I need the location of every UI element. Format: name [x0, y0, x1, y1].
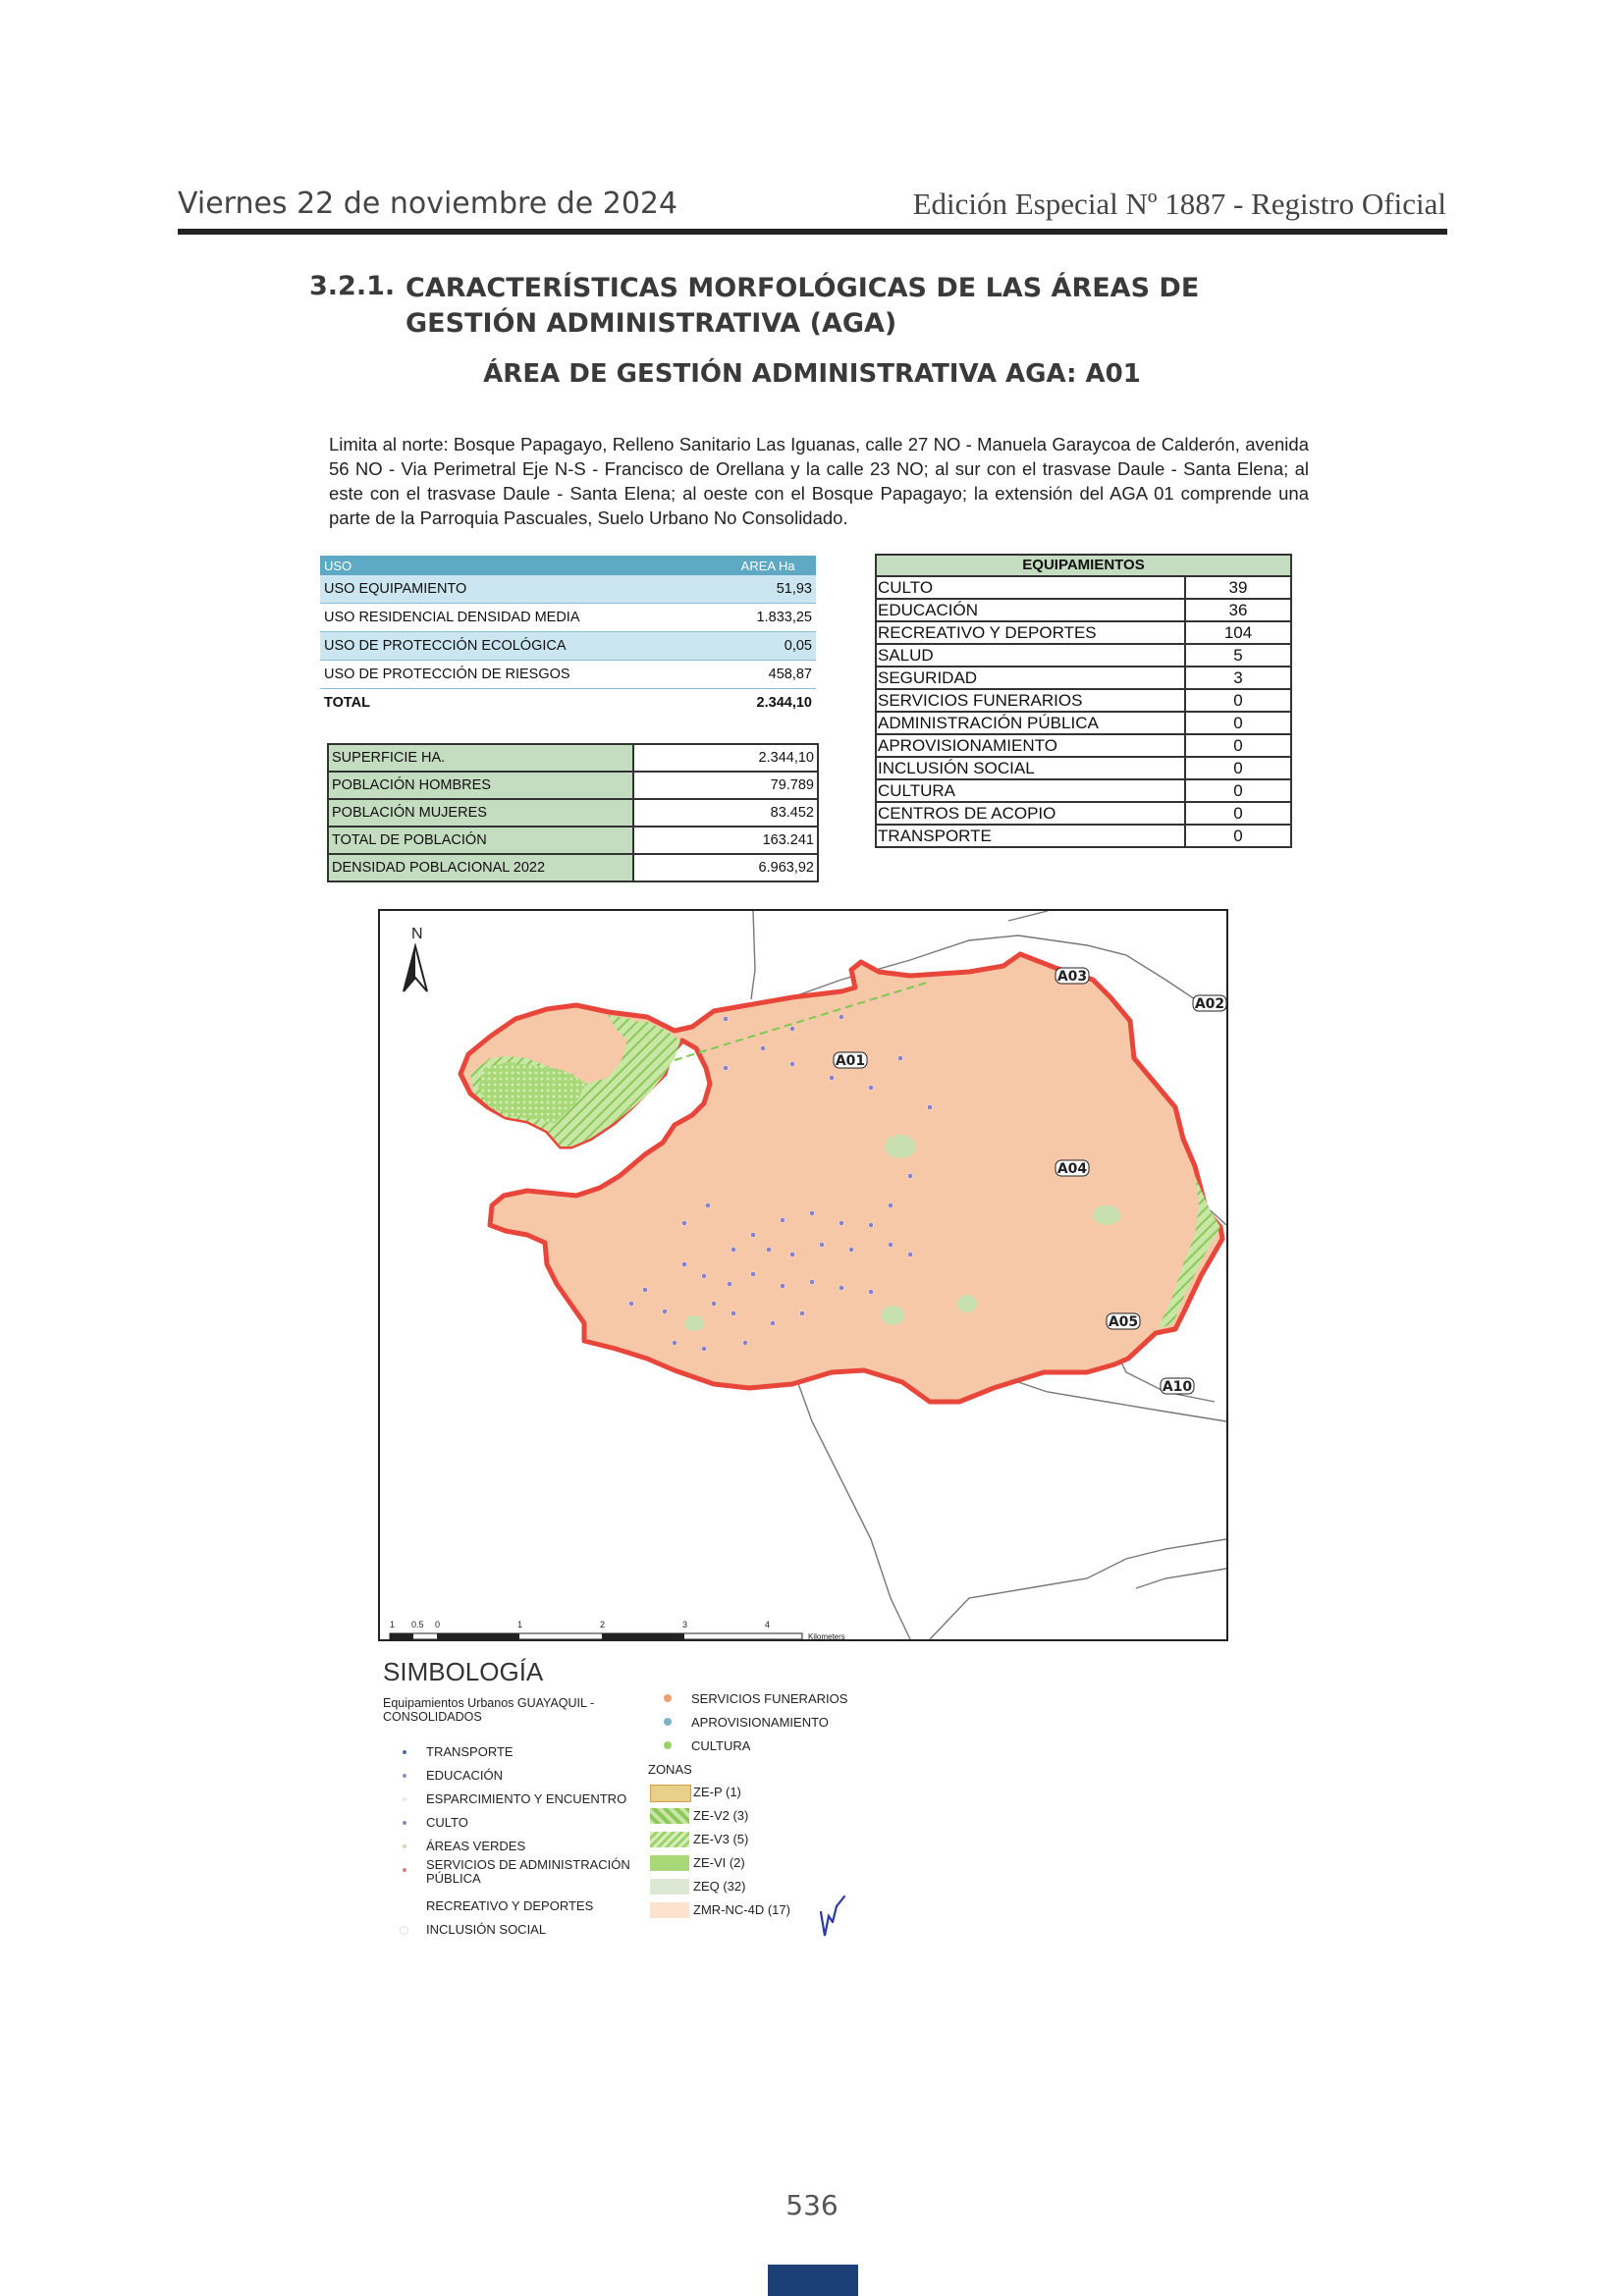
table-row	[328, 772, 818, 799]
eq-value: 0	[1185, 779, 1291, 802]
zone-label-a04: A04	[1056, 1161, 1088, 1177]
pop-value: 2.344,10	[633, 744, 818, 772]
eq-label: CENTROS DE ACOPIO	[876, 802, 1185, 825]
educacion-icon	[403, 1774, 406, 1778]
zeq-area	[1093, 1205, 1120, 1225]
zeq-area	[885, 1135, 916, 1158]
pop-value: 79.789	[633, 772, 818, 799]
equipamientos-header-row	[876, 555, 1291, 576]
zone-label-a01: A01	[835, 1053, 866, 1069]
pop-label: DENSIDAD POBLACIONAL 2022	[328, 854, 633, 881]
equipamientos-table	[875, 554, 1292, 848]
uso-total-value: 2.344,10	[720, 689, 816, 718]
transporte-icon	[403, 1750, 406, 1754]
table-row	[328, 799, 818, 827]
scale-unit: Kilometers	[808, 1632, 845, 1639]
table-row	[876, 757, 1291, 779]
scale-number: 1	[390, 1620, 396, 1629]
eq-label: SERVICIOS FUNERARIOS	[876, 689, 1185, 712]
table-row	[876, 802, 1291, 825]
uso-value: 0,05	[720, 632, 816, 661]
uso-label: USO RESIDENCIAL DENSIDAD MEDIA	[320, 604, 720, 632]
table-row	[876, 825, 1291, 847]
eq-label: APROVISIONAMIENTO	[876, 734, 1185, 757]
eq-value: 0	[1185, 757, 1291, 779]
legend-zonas-title: ZONAS	[648, 1762, 692, 1777]
legend-zona: ZMR-NC-4D (17)	[693, 1902, 790, 1917]
eq-label: SEGURIDAD	[876, 667, 1185, 689]
pop-value: 163.241	[633, 827, 818, 854]
population-table	[327, 743, 819, 882]
header-rule	[178, 229, 1447, 235]
legend-item: CULTO	[426, 1815, 468, 1830]
north-label: N	[411, 926, 423, 942]
legend-item: RECREATIVO Y DEPORTES	[426, 1898, 594, 1913]
zeq-swatch	[650, 1879, 689, 1895]
scale-number: 1	[517, 1620, 523, 1629]
table-row	[328, 827, 818, 854]
table-row	[876, 576, 1291, 599]
table-row	[320, 604, 816, 632]
eq-label: CULTURA	[876, 779, 1185, 802]
legend-title: SIMBOLOGÍA	[383, 1657, 544, 1686]
legend-item: INCLUSIÓN SOCIAL	[426, 1922, 547, 1937]
handwritten-signature	[815, 1893, 854, 1942]
zone-label-a10: A10	[1162, 1379, 1193, 1395]
uso-label: USO DE PROTECCIÓN ECOLÓGICA	[320, 632, 720, 661]
footer-bar	[768, 2265, 858, 2296]
uso-label: USO EQUIPAMIENTO	[320, 575, 720, 604]
scale-number: 4	[765, 1620, 771, 1629]
table-row	[320, 661, 816, 689]
inclusion-social-icon	[400, 1926, 408, 1935]
eq-value: 0	[1185, 712, 1291, 734]
equipamientos-title: EQUIPAMIENTOS	[876, 555, 1291, 576]
pop-label: SUPERFICIE HA.	[328, 744, 633, 772]
page-number: 536	[785, 2189, 839, 2221]
table-row	[876, 644, 1291, 667]
eq-label: TRANSPORTE	[876, 825, 1185, 847]
table-row	[328, 854, 818, 881]
scale-number: 0.5	[411, 1620, 424, 1629]
ze-p-swatch	[650, 1785, 691, 1802]
scale-number: 3	[682, 1620, 688, 1629]
legend-zona: ZEQ (32)	[693, 1879, 746, 1894]
table-row-total	[320, 689, 816, 718]
ze-vi-swatch	[650, 1855, 689, 1871]
pop-label: TOTAL DE POBLACIÓN	[328, 827, 633, 854]
pop-value: 6.963,92	[633, 854, 818, 881]
culto-icon	[403, 1821, 406, 1825]
uso-header-area: AREA Ha	[720, 556, 816, 575]
eq-value: 5	[1185, 644, 1291, 667]
zeq-area	[684, 1315, 704, 1331]
table-row	[876, 734, 1291, 757]
pop-label: POBLACIÓN HOMBRES	[328, 772, 633, 799]
uso-value: 458,87	[720, 661, 816, 689]
table-row	[320, 575, 816, 604]
servicios-funerarios-icon	[664, 1694, 672, 1702]
legend-item: CULTURA	[691, 1738, 751, 1753]
scale-bar	[390, 1620, 845, 1639]
table-row	[328, 744, 818, 772]
legend-item: EDUCACIÓN	[426, 1768, 504, 1783]
legend-group-title: Equipamientos Urbanos GUAYAQUIL - CONSOLIDADOS	[383, 1696, 595, 1724]
legend-item: ESPARCIMIENTO Y ENCUENTRO	[426, 1791, 627, 1806]
eq-value: 0	[1185, 825, 1291, 847]
pop-value: 83.452	[633, 799, 818, 827]
eq-value: 0	[1185, 802, 1291, 825]
limits-paragraph: Limita al norte: Bosque Papagayo, Relleno Sanitario Las Iguanas, calle 27 NO - Manuela Garaycoa de Calderón, avenida 56 NO - Via Perimetral Eje N-S - Francisco de Orellana y la calle 23 NO; al sur con el trasvase Daule - Santa Elena; al este con el trasvase Daule - Santa Elena; al oeste con el Bosque Papagayo; la extensión del AGA 01 comprende una parte de la Parroquia Pascuales, Suelo Urbano No Consolidado.	[329, 434, 1309, 528]
uso-table	[320, 556, 816, 717]
eq-value: 36	[1185, 599, 1291, 621]
legend-item: SERVICIOS FUNERARIOS	[691, 1691, 848, 1706]
uso-total-label: TOTAL	[320, 689, 720, 718]
table-row	[876, 667, 1291, 689]
legend-zona: ZE-V2 (3)	[693, 1808, 749, 1823]
north-arrow-icon	[404, 926, 427, 991]
zone-a01	[460, 954, 1225, 1402]
eq-value: 104	[1185, 621, 1291, 644]
eq-value: 0	[1185, 689, 1291, 712]
pop-label: POBLACIÓN MUJERES	[328, 799, 633, 827]
table-row	[320, 632, 816, 661]
esparcimiento-icon	[403, 1797, 406, 1801]
areas-verdes-icon	[403, 1844, 406, 1848]
eq-label: SALUD	[876, 644, 1185, 667]
administracion-icon	[403, 1868, 406, 1872]
table-row	[876, 599, 1291, 621]
eq-label: RECREATIVO Y DEPORTES	[876, 621, 1185, 644]
eq-value: 39	[1185, 576, 1291, 599]
aga-map	[378, 909, 1228, 1641]
legend-item: APROVISIONAMIENTO	[691, 1715, 829, 1730]
zone-label-a02: A02	[1194, 996, 1225, 1012]
eq-label: EDUCACIÓN	[876, 599, 1185, 621]
legend-zona: ZE-V3 (5)	[693, 1832, 749, 1846]
map-canvas	[380, 911, 1226, 1639]
legend-item: TRANSPORTE	[426, 1744, 514, 1759]
ze-v3-swatch	[650, 1832, 689, 1847]
eq-label: CULTO	[876, 576, 1185, 599]
zeq-area	[957, 1295, 977, 1312]
uso-header-uso: USO	[320, 556, 720, 575]
uso-label: USO DE PROTECCIÓN DE RIESGOS	[320, 661, 720, 689]
eq-value: 3	[1185, 667, 1291, 689]
header-date: Viernes 22 de noviembre de 2024	[178, 187, 678, 221]
ze-v2-swatch	[650, 1808, 689, 1824]
scale-number: 0	[435, 1620, 441, 1629]
table-row	[876, 779, 1291, 802]
legend-zona: ZE-VI (2)	[693, 1855, 745, 1870]
uso-value: 51,93	[720, 575, 816, 604]
section-title: CARACTERÍSTICAS MORFOLÓGICAS DE LAS ÁREAS DE GESTIÓN ADMINISTRATIVA (AGA)	[406, 273, 1200, 339]
eq-label: INCLUSIÓN SOCIAL	[876, 757, 1185, 779]
uso-table-header	[320, 556, 816, 575]
legend-item: ÁREAS VERDES	[426, 1839, 526, 1853]
header-edition: Edición Especial Nº 1887 - Registro Oficial	[912, 187, 1446, 221]
section-number: 3.2.1.	[309, 271, 396, 301]
legend-item: SERVICIOS DE ADMINISTRACIÓN PÚBLICA	[426, 1857, 630, 1886]
aga-title: ÁREA DE GESTIÓN ADMINISTRATIVA AGA: A01	[483, 359, 1141, 389]
zeq-area	[881, 1306, 904, 1325]
cultura-icon	[664, 1741, 672, 1749]
zmr-swatch	[650, 1902, 689, 1918]
legend-zona: ZE-P (1)	[693, 1785, 741, 1799]
aprovisionamiento-icon	[664, 1718, 672, 1726]
table-row	[876, 712, 1291, 734]
zone-label-a03: A03	[1056, 969, 1088, 985]
zone-label-a05: A05	[1108, 1314, 1139, 1330]
eq-label: ADMINISTRACIÓN PÚBLICA	[876, 712, 1185, 734]
uso-value: 1.833,25	[720, 604, 816, 632]
eq-value: 0	[1185, 734, 1291, 757]
scale-number: 2	[600, 1620, 606, 1629]
table-row	[876, 621, 1291, 644]
table-row	[876, 689, 1291, 712]
